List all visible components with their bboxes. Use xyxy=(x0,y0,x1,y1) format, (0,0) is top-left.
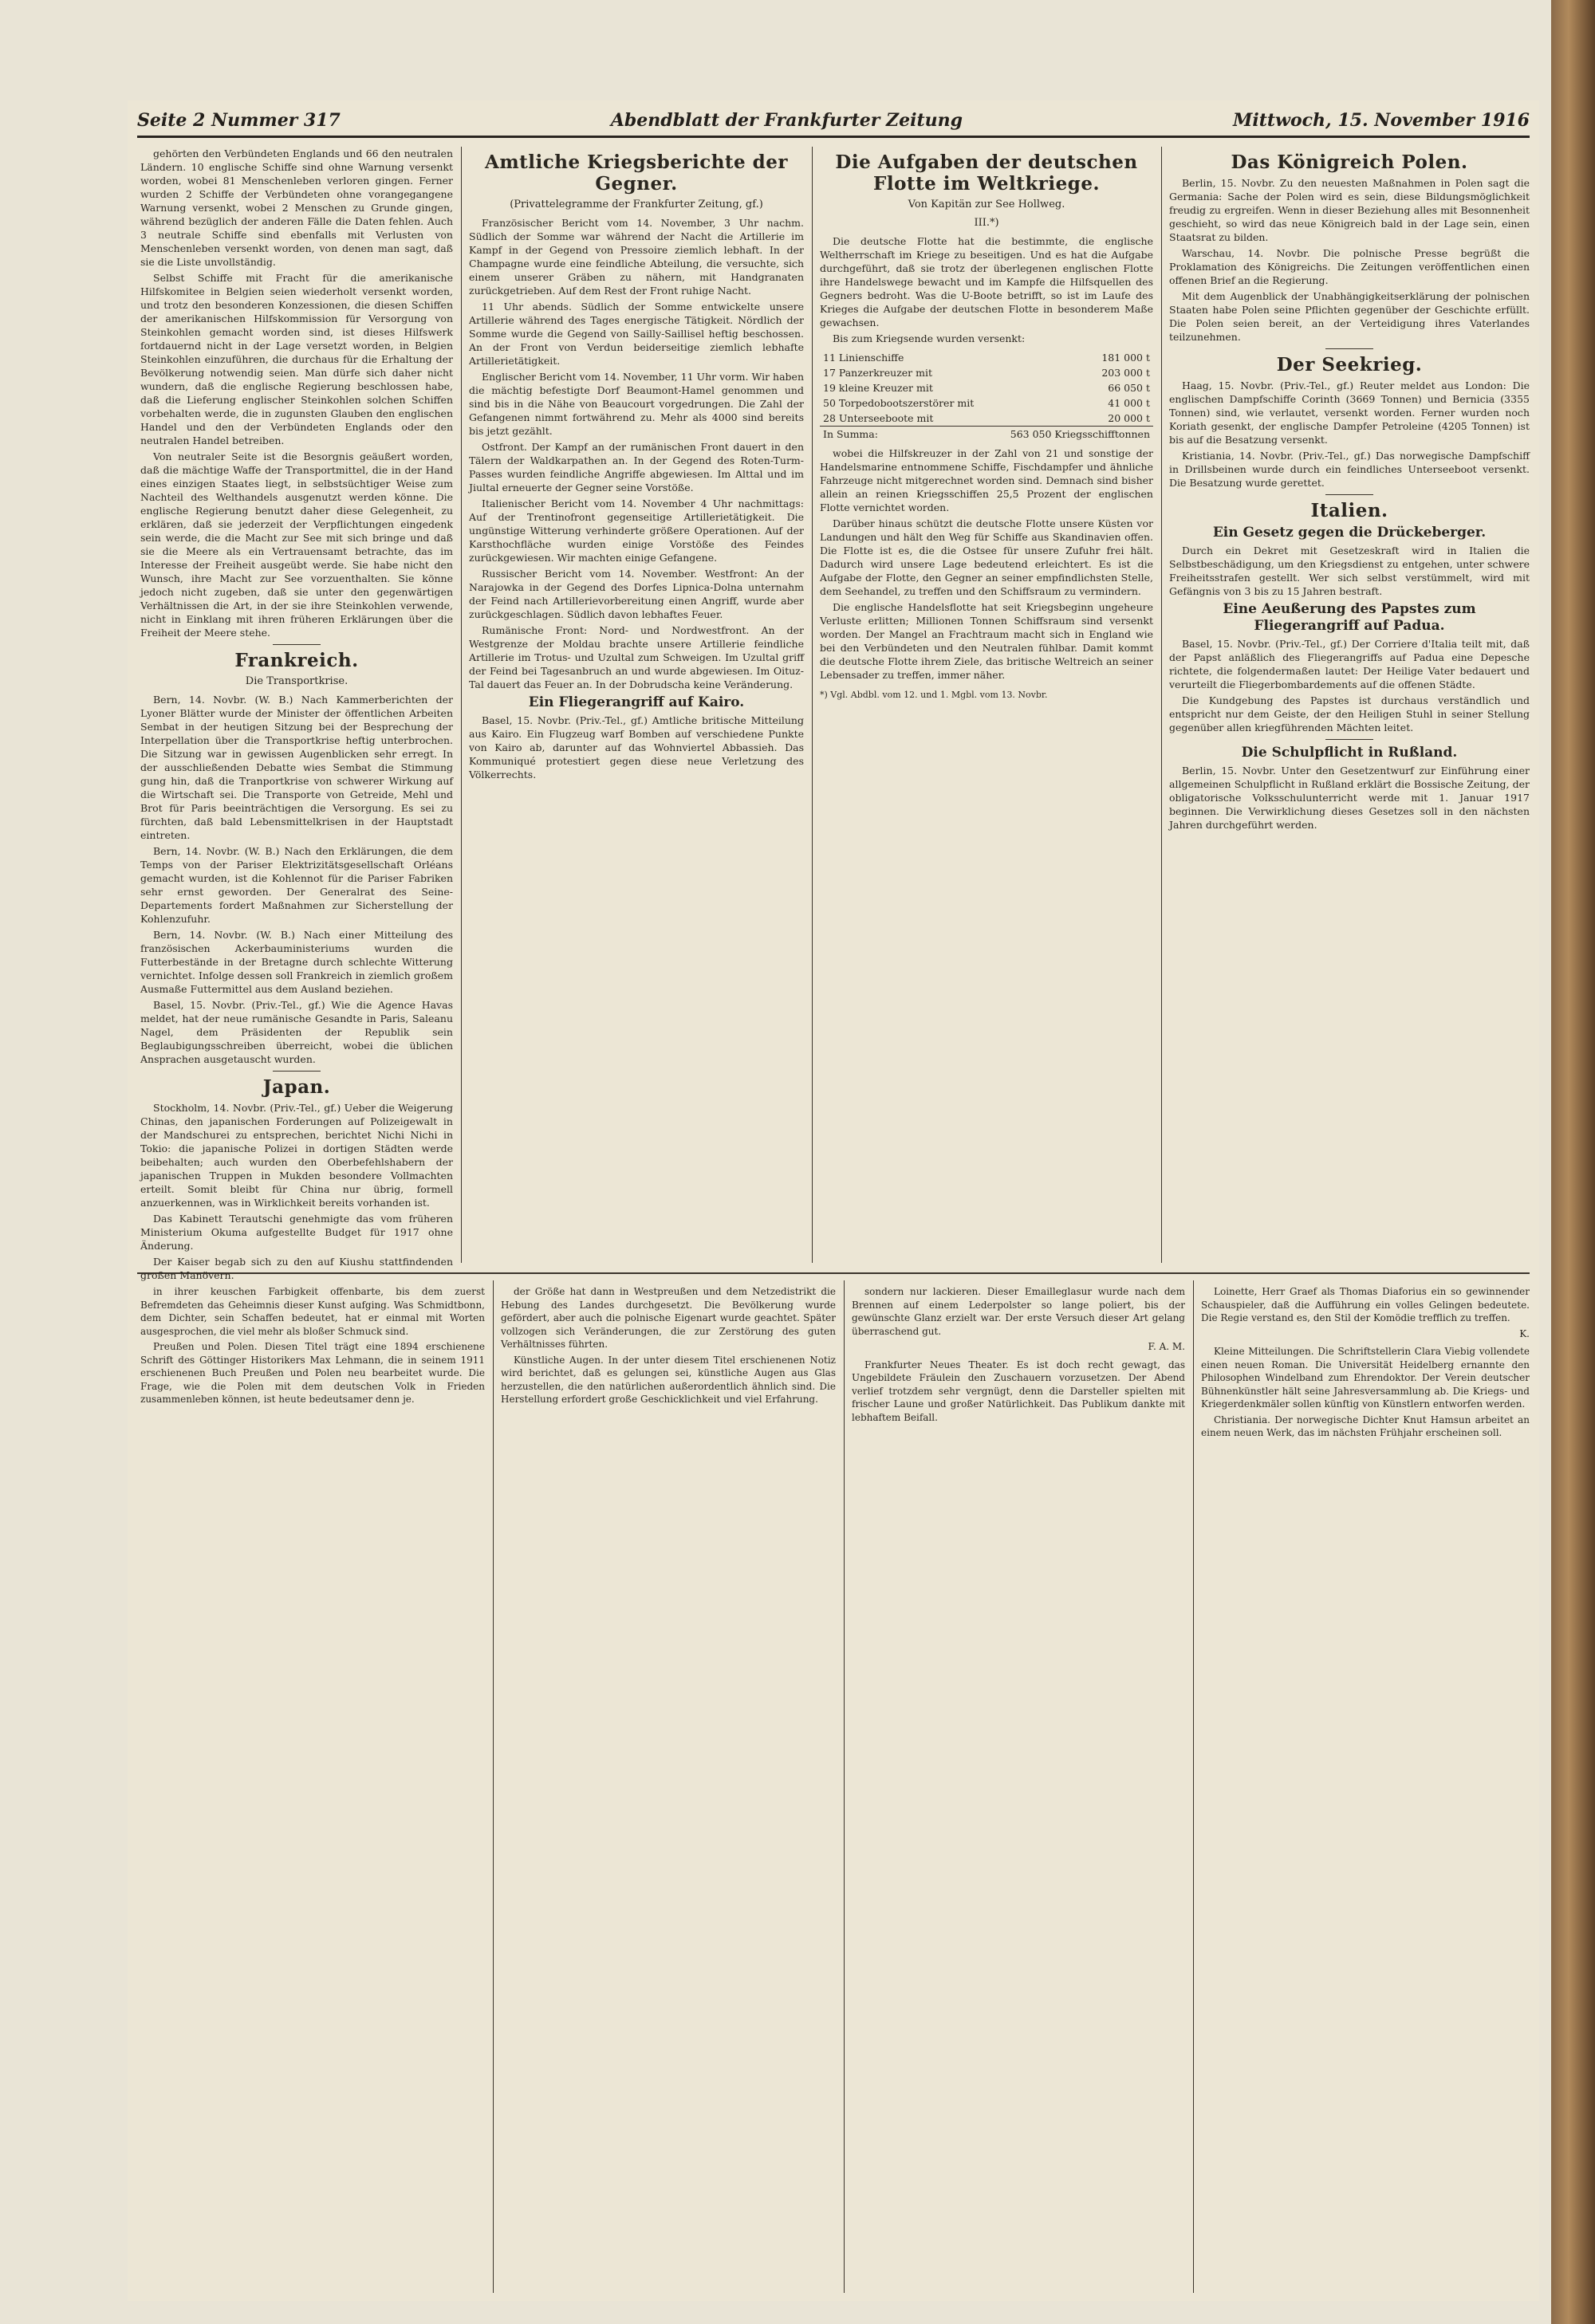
fleet-row xyxy=(820,380,1153,395)
column-1 xyxy=(140,147,453,1281)
section-heading-frankreich: Frankreich. xyxy=(234,650,359,671)
news-item: Durch ein Dekret mit Gesetzeskraft wird in Italien die Selbstbeschädigung, um den Kriegsdienst zu entgehen, unter schwere Freiheitsstrafen gestellt. Wer sich selbst verstümmelt, wird mit Gefängnis von 3 bis zu 15 Jahren bestraft. xyxy=(1169,545,1530,597)
footnote: *) Vgl. Abdbl. vom 12. und 1. Mgbl. vom 13. Novbr. xyxy=(820,690,1048,700)
section-heading-russland: Die Schulpflicht in Rußland. xyxy=(1241,745,1458,761)
section-heading-fliegerangriff: Ein Fliegerangriff auf Kairo. xyxy=(528,694,745,710)
feuilleton-paragraph: Künstliche Augen. In der unter diesem Titel erschienenen Notiz wird berichtet, daß es gelungen sei, künstliche Augen aus Glas herzustellen, die den natürlichen außerordentlich ähnlich sind. Die Herstellung erfordert große Geschicklichkeit und viel Erfahrung. xyxy=(501,1354,836,1405)
report-paragraph: Ostfront. Der Kampf an der rumänischen Front dauert in den Tälern der Waldkarpathen an. In der Gegend des Roten-Turm-Passes wurden feindliche Angriffe abgewiesen. Im Alttal und im Jiultal erneuerte der Gegner seine Vorstöße. xyxy=(469,441,804,494)
section-heading-padua: Eine Aeußerung des Papstes zum Fliegerangriff auf Padua. xyxy=(1223,601,1476,634)
news-item: Warschau, 14. Novbr. Die polnische Presse begrüßt die Proklamation des Königreichs. Die Zeitungen veröffentlichen einen offenen Brief an die Regierung. xyxy=(1169,247,1530,286)
report-paragraph: Russischer Bericht vom 14. November. Westfront: An der Narajowka in der Gegend des Dorfes Lipnica-Dolna unternahm der Feind nach Artillerievorbereitung einen Angriff, wurde aber zurückgeschlagen. Südlich davon lebhaftes Feuer. xyxy=(469,568,804,620)
feuilleton-paragraph: sondern nur lackieren. Dieser Emailleglasur wurde nach dem Brennen auf einem Lederpolster so lange poliert, bis der gewünschte Glanz erzielt war. Der erste Versuch dieser Art gelang überraschend gut. xyxy=(852,1286,1185,1337)
article-title-kriegsberichte: Amtliche Kriegsberichte der Gegner. xyxy=(484,151,789,195)
feuilleton-column-3 xyxy=(852,1285,1185,2290)
feuilleton-column-1 xyxy=(140,1285,485,2290)
article-paragraph: Selbst Schiffe mit Fracht für die amerikanische Hilfskomitee in Belgien seien wiederholt versenkt worden, und trotz den besonderen Konzessionen, die diesen Schiffen der amerikanischen Hilfskommission für Versorgung von Steinkohlen gemacht worden sind, ist dieses Hilfswerk fortdauernd nicht in der Lage versetzt worden, in Belgien Steinkohlen einzuführen, die durchaus für die Erhaltung der Bevölkerung notwendig seien. Man dürfe sich daher nicht wundern, daß die englische Regierung beschlossen habe, daß die Lieferung englischer Steinkohlen solchen Schiffen vorbehalten werde, die in zugunsten Glauben den englischen Handel und den der Verbündeten Englands oder den neutralen Handel betreiben. xyxy=(140,272,453,446)
news-item: Berlin, 15. Novbr. Unter den Gesetzentwurf zur Einführung einer allgemeinen Schulpflicht in Rußland erklärt die Bossische Zeitung, der obligatorische Volksschulunterricht werde mit 1. Januar 1917 beginnen. Die Verwirklichung dieses Gesetzes soll in den nächsten Jahren durchgeführt werden. xyxy=(1169,765,1530,831)
feuilleton-paragraph: Kleine Mitteilungen. Die Schriftstellerin Clara Viebig vollendete einen neuen Roman. Die Universität Heidelberg ernannte den Philosophen Windelband zum Ehrendoktor. Der Verein deutscher Bühnenkünstler hält seine Jahresversammlung ab. Die Kriegs- und Kriegerdenkmäler sollen künftig von Künstlern entworfen werden. xyxy=(1201,1346,1530,1410)
fleet-row xyxy=(820,350,1153,365)
news-item: Die Kundgebung des Papstes ist durchaus verständlich und entspricht nur dem Geiste, der den Heiligen Stuhl in seiner Stellung gegenüber allen kriegführenden Mächten leitet. xyxy=(1169,694,1530,733)
news-item: Mit dem Augenblick der Unabhängigkeitserklärung der polnischen Staaten habe Polen seine Pflichten gegenüber der Geschichte erfüllt. Die Polen seien bereit, an der Verteidigung ihres Vaterlandes teilzunehmen. xyxy=(1169,290,1530,343)
news-item: Berlin, 15. Novbr. Zu den neuesten Maßnahmen in Polen sagt die Germania: Sache der Polen wird es sein, diese Bildungsmöglichkeit freudig zu ergreifen. Wenn in dieser Beziehung alles mit Besonnenheit geschieht, so wird das neue Königreich bald in der Lage sein, einen Staatsrat zu bilden. xyxy=(1169,177,1530,243)
newspaper-title: Abendblatt der Frankfurter Zeitung xyxy=(610,110,963,131)
article-paragraph: gehörten den Verbündeten Englands und 66 den neutralen Ländern. 10 englische Schiffe sind ohne Warnung versenkt worden, wobei 81 Menschenleben verloren gingen. Ferner wurden 2 Schiffe der Verbündeten ohne vorangegangene Warnung versenkt, wobei 2 Menschen zu Grunde gingen, während bezüglich der anderen Fälle die Daten fehlen. Auch 3 neutrale Schiffe sind ebenfalls mit Verlusten von Menschenleben versenkt worden, von denen man sagt, daß sie die Liste unvollständig. xyxy=(140,147,453,268)
feuilleton-paragraph: in ihrer keuschen Farbigkeit offenbarte, bis dem zuerst Befremdeten das Geheimnis dieser Kunst aufging. Was Schmidtbonn, dem Dichter, sein Schaffen bedeutet, hat er einmal mit Worten ausgesprochen, die viel mehr als bloßer Schmuck sind. xyxy=(140,1286,485,1337)
fleet-row xyxy=(820,411,1153,427)
column-rule xyxy=(844,1280,845,2293)
article-paragraph: wobei die Hilfskreuzer in der Zahl von 21 und sonstige der Handelsmarine entnommene Schiffe, Fischdampfer und ähnliche Fahrzeuge nicht mitgerechnet worden sind. Demnach sind bisher allein an reinen Kriegsschiffen 25,5 Prozent der englischen Flotte vernichtet worden. xyxy=(820,447,1153,513)
article-paragraph: Die deutsche Flotte hat die bestimmte, die englische Weltherrschaft im Kriege zu beseitigen. Und es hat die Aufgabe durchgeführt, daß sie trotz der überlegenen englischen Flotte ihre Handelswege bewacht und im Kampfe die Hilfsquellen des Gegners bedroht. Was die U-Boote betrifft, so ist im Laufe des Krieges die Aufgabe der deutschen Flotte in besonderem Maße gewachsen. xyxy=(820,235,1153,328)
section-subheading: Ein Gesetz gegen die Drückeberger. xyxy=(1212,525,1487,541)
column-3 xyxy=(820,147,1153,1263)
fleet-label: 11 Linienschiffe xyxy=(823,352,904,364)
divider xyxy=(1325,739,1373,740)
news-item: Das Kabinett Terautschi genehmigte das vom früheren Ministerium Okuma aufgestellte Budget für 1917 ohne Änderung. xyxy=(140,1213,453,1252)
news-item: Bern, 14. Novbr. (W. B.) Nach den Erklärungen, die dem Temps von der Pariser Elektrizitätsgesellschaft Orléans gemacht wurden, ist die Kohlennot für die Pariser Fabriken sehr ernst geworden. Der Generalrat des Seine-Departements fordert Maßnahmen zur Sicherstellung der Kohlenzufuhr. xyxy=(140,845,453,925)
fleet-losses-table xyxy=(820,350,1153,442)
article-paragraph: Darüber hinaus schützt die deutsche Flotte unsere Küsten vor Landungen und hält den Weg für Schiffe aus Skandinavien offen. Die Flotte ist es, die die Ostsee für unsere Zufuhr frei hält. Dadurch wird unsere Lage bedeutend erleichtert. Es ist die Aufgabe der Flotte, den Gegner an seiner empfindlichsten Stelle, dem Seehandel, zu treffen und den Schiffsraum zu vermindern. xyxy=(820,517,1153,597)
issue-date: Mittwoch, 15. November 1916 xyxy=(1233,110,1530,131)
news-item: Haag, 15. Novbr. (Priv.-Tel., gf.) Reuter meldet aus London: Die englischen Dampfschiffe Corinth (3669 Tonnen) und Bernicia (3355 Tonnen) sind, wie verlautet, versenkt worden. Ferner wurden noch Koriath gesenkt, der englische Dampfer Petroleine (4205 Tonnen) ist bis auf die Besatzung versenkt. xyxy=(1169,379,1530,446)
section-subheading: Die Transportkrise. xyxy=(245,675,349,687)
column-2 xyxy=(469,147,804,1263)
fleet-value: 41 000 t xyxy=(1108,397,1150,409)
column-rule xyxy=(1193,1280,1194,2293)
article-subtitle: (Privattelegramme der Frankfurter Zeitung, gf.) xyxy=(510,199,763,210)
news-item: Bern, 14. Novbr. (W. B.) Nach einer Mitteilung des französischen Ackerbauministeriums wurden die Futterbestände in der Bretagne durch schlechte Witterung vernichtet. Infolge dessen soll Frankreich in ziemlich großem Ausmaße Futtermittel aus dem Ausland beziehen. xyxy=(140,929,453,995)
author-signature: F. A. M. xyxy=(1148,1341,1185,1352)
masthead xyxy=(137,105,1530,138)
section-heading-japan: Japan. xyxy=(262,1076,331,1098)
report-paragraph: Basel, 15. Novbr. (Priv.-Tel., gf.) Amtliche britische Mitteilung aus Kairo. Ein Flugzeug warf Bomben auf verschiedene Punkte von Kairo ab, darunter auf das Wohnviertel Abbassieh. Das Kommuniqué protestiert gegen diese neue Verletzung des Völkerrechts. xyxy=(469,714,804,781)
news-item: Kristiania, 14. Novbr. (Priv.-Tel., gf.) Das norwegische Dampfschiff in Drillsbeinen wurde durch ein feindliches Unterseeboot versenkt. Die Besatzung wurde gerettet. xyxy=(1169,450,1530,489)
fleet-sum-label: In Summa: xyxy=(820,427,993,442)
author-signature: K. xyxy=(1519,1327,1530,1339)
feuilleton-paragraph: der Größe hat dann in Westpreußen und dem Netzedistrikt die Hebung des Landes durchgesetzt. Die Bevölkerung wurde gefördert, aber auch die polnische Eigenart wurde geachtet. Später vollzogen sich Veränderungen, die zur Zerstörung des guten Verhältnisses führten. xyxy=(501,1286,836,1350)
divider xyxy=(1325,494,1373,495)
report-paragraph: Französischer Bericht vom 14. November, 3 Uhr nachm. Südlich der Somme war während der Nacht die Artillerie im Kampf in der Gegend von Pressoire ziemlich lebhaft. In der Champagne wurde eine feindliche Abteilung, die versuchte, sich einem unserer Gräben zu nähern, mit Handgranaten zurückgetrieben. Auf dem Rest der Front ruhige Nacht. xyxy=(469,217,804,297)
news-item: Der Kaiser begab sich zu den auf Kiushu stattfindenden großen Manövern. xyxy=(140,1256,453,1281)
fleet-value: 20 000 t xyxy=(1108,412,1150,424)
feuilleton-paragraph: Frankfurter Neues Theater. Es ist doch recht gewagt, das Ungebildete Fräulein den Zuschauern vorzusetzen. Der Abend verlief trotzdem sehr vergnügt, denn die Darsteller spielten mit frischer Laune und großer Natürlichkeit. Das Publikum dankte mit lebhaftem Beifall. xyxy=(852,1359,1185,1423)
report-paragraph: Englischer Bericht vom 14. November, 11 Uhr vorm. Wir haben die mächtig befestigte Dorf Beaumont-Hamel genommen und sind bis in die Nähe von Beaucourt vorgedrungen. Die Zahl der Gefangenen nimmt fortwährend zu. Mehr als 4000 sind bereits bis jetzt gezählt. xyxy=(469,371,804,437)
feuilleton-paragraph: Loinette, Herr Graef als Thomas Diaforius ein so gewinnender Schauspieler, daß die Aufführung ein volles Gelingen bedeutete. Die Regie verstand es, den Stil der Komödie trefflich zu treffen. xyxy=(1201,1286,1530,1323)
report-paragraph: Italienischer Bericht vom 14. November 4 Uhr nachmittags: Auf der Trentinofront gegenseitige Artillerietätigkeit. Die ungünstige Witterung verhinderte größere Operationen. Auf der Karsthochfläche wurden einige Vorstöße des Feindes zurückgewiesen. Wir machten einige Gefangene. xyxy=(469,497,804,564)
feuilleton-paragraph: Preußen und Polen. Diesen Titel trägt eine 1894 erschienene Schrift des Göttinger Historikers Max Lehmann, die in seinem 1911 erschienenen Buch Preußen und Polen neu bearbeitet wurde. Die Frage, wie die Polen mit dem deutschen Volk in Frieden zusammenleben können, ist heute bedeutsamer denn je. xyxy=(140,1341,485,1405)
article-paragraph: Die englische Handelsflotte hat seit Kriegsbeginn ungeheure Verluste erlitten; Millionen Tonnen Schiffsraum sind versenkt worden. Der Mangel an Frachtraum macht sich in England wie bei den Verbündeten und den Neutralen fühlbar. Damit kommt die deutsche Flotte ihrem Ziele, das britische Weltreich an seiner Lebensader zu treffen, immer näher. xyxy=(820,601,1153,681)
section-heading-italien: Italien. xyxy=(1310,500,1388,521)
divider xyxy=(273,644,321,645)
article-part: III.*) xyxy=(974,217,999,229)
news-item: Stockholm, 14. Novbr. (Priv.-Tel., gf.) Ueber die Weigerung Chinas, den japanischen Forderungen auf Polizeigewalt in der Mandschurei zu entsprechen, berichtet Nichi Nichi in Tokio: die japanische Polizei in dortigen Städten werde beibehalten; auch wurden den Oberbefehlshabern der japanischen Truppen in Mukden besondere Vollmachten erteilt. Somit bleibt für China nur übrig, formell anzuerkennen, was in Wirklichkeit bereits vorhanden ist. xyxy=(140,1102,453,1209)
column-rule xyxy=(1161,147,1162,1263)
fleet-value: 181 000 t xyxy=(1101,352,1150,364)
divider xyxy=(1325,348,1373,349)
fleet-label: 17 Panzerkreuzer mit xyxy=(823,367,932,379)
fleet-sum-value: 563 050 Kriegsschifftonnen xyxy=(993,427,1153,442)
column-rule xyxy=(461,147,462,1263)
divider xyxy=(273,1071,321,1072)
section-heading-polen: Das Königreich Polen. xyxy=(1231,151,1468,173)
fleet-row xyxy=(820,395,1153,411)
article-title-flotte: Die Aufgaben der deutschen Flotte im Weltkriege. xyxy=(835,151,1138,195)
column-rule xyxy=(812,147,813,1263)
fleet-value: 203 000 t xyxy=(1101,367,1150,379)
fleet-value: 66 050 t xyxy=(1108,382,1150,394)
article-byline: Von Kapitän zur See Hollweg. xyxy=(908,199,1065,210)
feuilleton-paragraph: Christiania. Der norwegische Dichter Knut Hamsun arbeitet an einem neuen Werk, das im nächsten Frühjahr erscheinen soll. xyxy=(1201,1414,1530,1438)
feuilleton-column-4 xyxy=(1201,1285,1530,2290)
fleet-label: 28 Unterseeboote mit xyxy=(823,412,934,424)
report-paragraph: Rumänische Front: Nord- und Nordwestfront. An der Westgrenze der Moldau brachte unsere Artillerie feindliche Artillerie im Trotus- und Uzultal zum Schweigen. Im Uzultal griff der Feind bei Tagesanbruch an und wurde abgewiesen. Im Oituz-Tal dauert das Feuer an. In der Dobrudscha keine Veränderung. xyxy=(469,624,804,690)
table-intro: Bis zum Kriegsende wurden versenkt: xyxy=(833,332,1026,344)
section-heading-seekrieg: Der Seekrieg. xyxy=(1276,354,1423,376)
news-item: Basel, 15. Novbr. (Priv.-Tel., gf.) Der Corriere d'Italia teilt mit, daß der Papst anläßlich des Fliegerangriffs auf Padua eine Depesche richtete, die folgendermaßen lautet: Der Heilige Vater bedauert und verurteilt die Fliegerbombardements auf die offenen Städte. xyxy=(1169,638,1530,690)
news-item: Bern, 14. Novbr. (W. B.) Nach Kammerberichten der Lyoner Blätter wurde der Minister der öffentlichen Arbeiten Sembat in der heutigen Sitzung bei der Besprechung der Interpellation über die Transportkrise heftig unterbrochen. Die Sitzung war in gewissen Augenblicken sehr erregt. In der ausschließenden Debatte wies Sembat die Stimmung gung hin, daß die Tranportkrise von schwerer Wirkung auf die Wirtschaft sei. Die Transporte von Getreide, Mehl und Brot für Paris beeinträchtigen die Versorgung. Es sei zu fürchten, daß bald Lebensmittelkrisen in der Hauptstadt eintreten. xyxy=(140,694,453,841)
feuilleton-column-2 xyxy=(501,1285,836,2290)
book-binding xyxy=(1551,0,1595,2324)
fleet-sum-row xyxy=(820,427,1153,442)
article-paragraph: Von neutraler Seite ist die Besorgnis geäußert worden, daß die mächtige Waffe der Transportmittel, die in der Hand eines einzigen Staates liegt, in selbstsüchtiger Weise zum Nachteil des Welthandels ausgenutzt werden könne. Die englische Regierung benutzt daher diese Gelegenheit, zu erklären, daß sie jederzeit der Verpflichtungen eingedenk sein werde, die die Macht zur See mit sich bringe und daß sie die Meere als ein Vertrauensamt betrachte, das im Interesse der Freiheit ausgeübt werde. Sie habe nicht den Wunsch, ihre Macht zur See vorzuenthalten. Sie könne jedoch nicht zugeben, daß sie unter den gegenwärtigen Verhältnissen die Art, in der sie ihre Steinkohlen verwende, nicht in Einklang mit ihren früheren Erklärungen über die Freiheit der Meere stehe. xyxy=(140,450,453,639)
fleet-label: 19 kleine Kreuzer mit xyxy=(823,382,933,394)
fleet-label: 50 Torpedobootszerstörer mit xyxy=(823,397,975,409)
report-paragraph: 11 Uhr abends. Südlich der Somme entwickelte unsere Artillerie während des Tages energische Tätigkeit. Nördlich der Somme wurde die Gegend von Sailly-Saillisel heftig beschossen. An der Front von Verdun beiderseitige ziemlich lebhafte Artillerietätigkeit. xyxy=(469,301,804,367)
column-rule xyxy=(493,1280,494,2293)
fleet-row xyxy=(820,365,1153,380)
news-item: Basel, 15. Novbr. (Priv.-Tel., gf.) Wie die Agence Havas meldet, hat der neue rumänische Gesandte in Paris, Saleanu Nagel, dem Präsidenten der Republik sein Beglaubigungsschreiben überreicht, wobei die üblichen Ansprachen ausgetauscht wurden. xyxy=(140,999,453,1065)
newspaper-page xyxy=(128,100,1539,2301)
column-4 xyxy=(1169,147,1530,1263)
page-number: Seite 2 Nummer 317 xyxy=(137,110,341,131)
